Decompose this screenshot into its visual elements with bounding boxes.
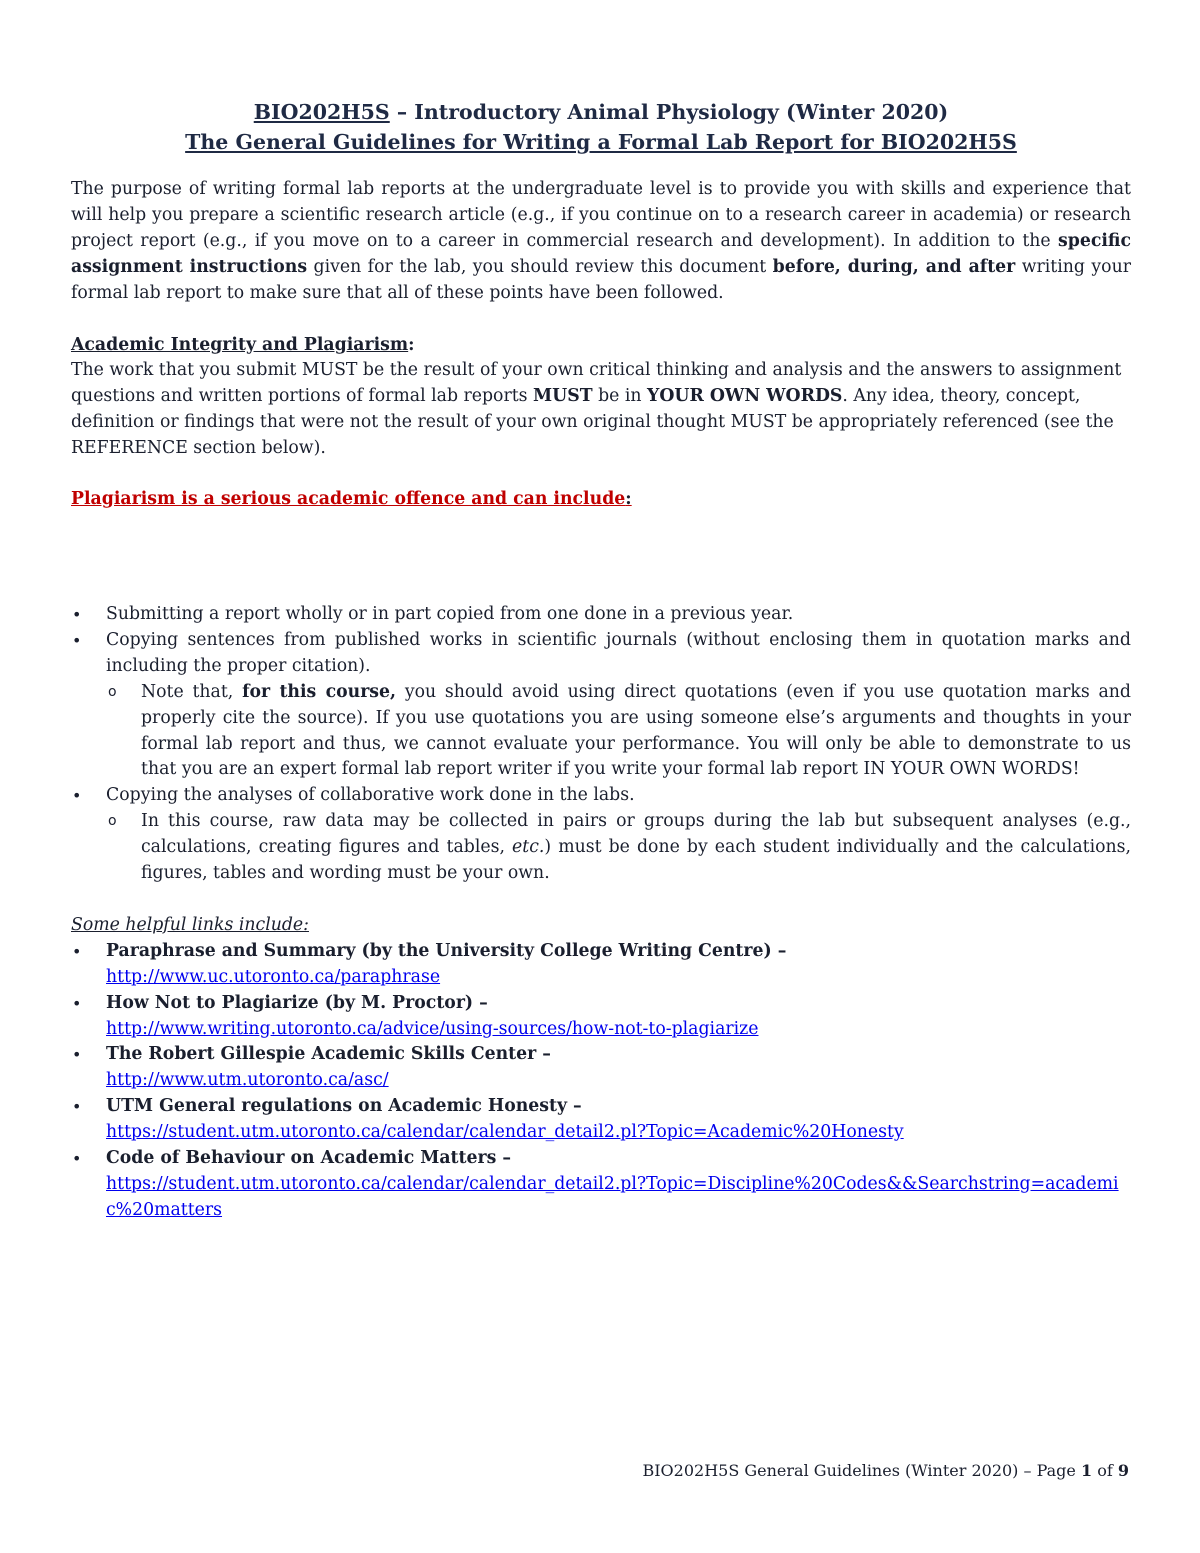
page-footer	[642, 1461, 1129, 1480]
helpful-links-heading: Some helpful links include:	[71, 914, 309, 935]
list-item-text: Copying the analyses of collaborative work done in the labs.	[106, 785, 635, 806]
sub-list	[106, 809, 1131, 887]
link-item	[71, 1146, 1131, 1224]
list-item-text: Copying sentences from published works in scientific journals (without enclosing them in quotation marks and including the proper citation).	[106, 629, 1131, 676]
intro-text-1: The purpose of writing formal lab reports at the undergraduate level is to provide you with skills and experience that will help you prepare a scientific research article (e.g., if you continue on to a research career in academia) or research project report (e.g., if you move on to a career in commercial research and development). In addition to the	[71, 179, 1131, 251]
plagiarism-heading-colon: :	[625, 489, 632, 510]
link-title: • UTM General regulations on Academic Honesty –	[106, 1096, 582, 1117]
link-title: • Code of Behaviour on Academic Matters –	[106, 1148, 512, 1169]
link-title: • Paraphrase and Summary (by the University College Writing Centre) –	[106, 940, 787, 961]
intro-bold-1: specific assignment instructions	[71, 230, 1131, 277]
list-item	[71, 628, 1131, 783]
plagiarism-list	[71, 602, 1131, 887]
integrity-text-3: . Any idea, theory, concept, definition or findings that were not the result of your own original thought MUST be appropriately referenced (see the REFERENCE section below).	[71, 386, 1114, 459]
integrity-heading-colon: :	[408, 334, 415, 355]
integrity-text-2: be in	[592, 386, 648, 407]
footer-page-number: 1	[1080, 1461, 1093, 1480]
link-url[interactable]: https://student.utm.utoronto.ca/calendar/calendar_detail2.pl?Topic=Discipline%20Codes&&Searchstring=academic%20matters	[106, 1174, 1119, 1220]
link-item	[71, 1042, 1131, 1094]
sub-item-text-2: you should avoid using direct quotations (even if you use quotation marks and properly cite the source). If you use quotations you are using someone else’s arguments and thoughts in your formal lab report and thus, we cannot evaluate your performance. You will only be able to demonstrate to us that you are an expert formal lab report writer if you write your formal lab report IN YOUR OWN WORDS!	[141, 681, 1131, 780]
integrity-bold-2: YOUR OWN WORDS	[647, 386, 843, 407]
list-item	[71, 602, 1131, 628]
intro-text-2: given for the lab, you should review this document	[307, 256, 773, 277]
academic-integrity-section	[71, 333, 1131, 463]
footer-text: BIO202H5S General Guidelines (Winter 2020) – Page	[642, 1461, 1081, 1480]
sub-item-bold: for this course,	[242, 681, 397, 702]
plagiarism-heading-text: Plagiarism is a serious academic offence and can include	[71, 489, 626, 510]
link-title: • The Robert Gillespie Academic Skills Center –	[106, 1044, 551, 1065]
academic-integrity-heading	[71, 333, 1131, 359]
sub-list-item	[106, 809, 1131, 887]
integrity-text-1: The work that you submit MUST be the result of your own critical thinking and analysis and the answers to assignment questions and written portions of formal lab reports	[71, 360, 1122, 407]
helpful-links-list	[71, 939, 1131, 1224]
link-url[interactable]: http://www.utm.utoronto.ca/asc/	[106, 1070, 389, 1091]
link-url[interactable]: http://www.writing.utoronto.ca/advice/using-sources/how-not-to-plagiarize	[106, 1018, 759, 1039]
sub-list	[106, 680, 1131, 784]
course-name: – Introductory Animal Physiology (Winter 2020)	[389, 100, 949, 124]
page-content	[71, 97, 1131, 1224]
link-url[interactable]: https://student.utm.utoronto.ca/calendar/calendar_detail2.pl?Topic=Academic%20Honesty	[106, 1122, 904, 1143]
integrity-heading-text: Academic Integrity and Plagiarism	[71, 334, 409, 355]
link-item	[71, 939, 1131, 991]
sub-item-text-2: ) must be done by each student individually and the calculations, figures, tables and wording must be your own.	[141, 837, 1132, 884]
course-code: BIO202H5S	[253, 100, 390, 124]
sub-item-italic: etc.	[512, 837, 545, 858]
sub-item-text-1: Note that,	[141, 681, 243, 702]
list-item-text: Submitting a report wholly or in part copied from one done in a previous year.	[106, 603, 794, 624]
document-title	[71, 97, 1131, 157]
link-item	[71, 991, 1131, 1043]
link-item	[71, 1094, 1131, 1146]
intro-bold-2: before, during, and after	[772, 256, 1016, 277]
integrity-bold-1: MUST	[533, 386, 593, 407]
footer-of: of	[1092, 1461, 1118, 1480]
link-title: • How Not to Plagiarize (by M. Proctor) –	[106, 992, 488, 1013]
plagiarism-heading	[71, 487, 1131, 513]
integrity-paragraph	[71, 358, 1131, 462]
title-line-1	[71, 97, 1131, 127]
sub-list-item	[106, 680, 1131, 784]
intro-paragraph	[71, 177, 1131, 307]
footer-total-pages: 9	[1117, 1461, 1129, 1480]
sub-item-text-1: In this course, raw data may be collected in pairs or groups during the lab but subsequent analyses (e.g., calculations, creating figures and tables,	[141, 811, 1131, 858]
title-line-2: The General Guidelines for Writing a Formal Lab Report for BIO202H5S	[185, 130, 1017, 154]
link-url[interactable]: http://www.uc.utoronto.ca/paraphrase	[106, 966, 441, 987]
list-item	[71, 783, 1131, 887]
intro-text-3: writing your formal lab report to make sure that all of these points have been followed.	[71, 256, 1131, 303]
